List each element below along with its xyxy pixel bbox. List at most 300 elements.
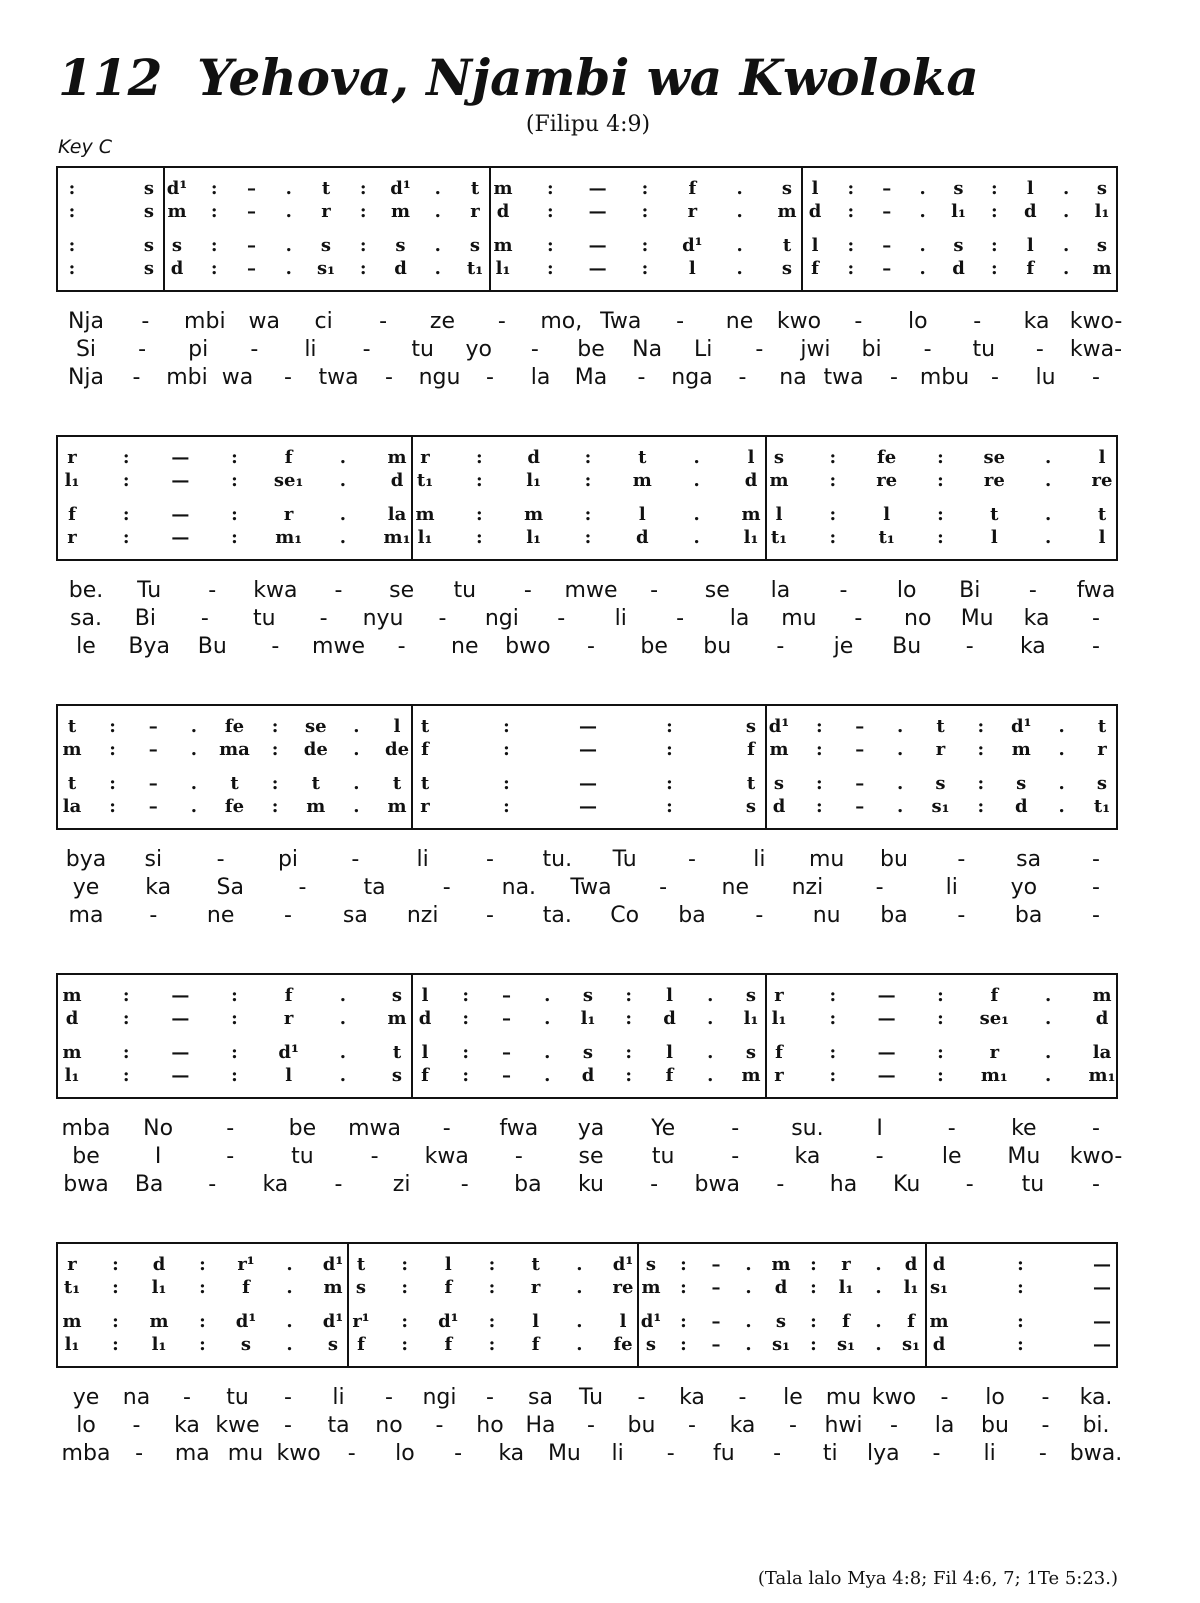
solfa-token: : — [199, 1254, 206, 1275]
lyric-syllable: - — [226, 1116, 235, 1141]
lyric-syllable: li — [304, 337, 317, 362]
solfa-token: r — [1097, 739, 1107, 760]
lyric-syllable: - — [530, 337, 539, 362]
lyric-syllable: - — [351, 847, 360, 872]
solfa-token: de — [384, 739, 410, 760]
lyric-syllable: mwa — [348, 1116, 402, 1141]
solfa-token: s — [469, 235, 481, 256]
solfa-token: : — [476, 527, 483, 548]
lyric-syllable: se — [704, 578, 730, 603]
lyric-syllable: ka — [262, 1172, 289, 1197]
footer-references: (Tala lalo Mya 4:8; Fil 4:6, 7; 1Te 5:23.) — [757, 1568, 1118, 1589]
lyric-syllable: tu — [651, 1144, 675, 1169]
solfa-token: se₁ — [273, 470, 304, 491]
solfa-token: . — [875, 1311, 882, 1332]
solfa-token: . — [434, 235, 441, 256]
solfa-token: d — [772, 796, 786, 817]
solfa-token: : — [199, 1277, 206, 1298]
lyric-syllable: yo — [465, 337, 493, 362]
lyric-syllable: - — [839, 578, 848, 603]
lyric-syllable: bu — [627, 1413, 656, 1438]
solfa-token: : — [1017, 1254, 1024, 1275]
solfa-token: d¹ — [682, 235, 703, 256]
lyric-syllable: le — [783, 1385, 803, 1410]
lyric-syllable: ngi — [422, 1385, 457, 1410]
lyric-syllable: li — [416, 847, 429, 872]
solfa-token: . — [919, 201, 926, 222]
solfa-token: . — [1045, 527, 1052, 548]
lyric-syllable: - — [789, 1413, 797, 1438]
lyric-syllable: - — [497, 309, 506, 334]
solfa-token: : — [231, 1042, 238, 1063]
lyric-syllable: bi. — [1082, 1413, 1110, 1438]
solfa-token: : — [937, 504, 944, 525]
solfa-token: l — [990, 527, 998, 548]
lyric-syllable: tu. — [542, 847, 573, 872]
solfa-token: f — [842, 1311, 850, 1332]
lyric-syllable: - — [738, 1385, 747, 1410]
solfa-token: . — [896, 796, 904, 817]
solfa-token: d — [932, 1254, 946, 1275]
solfa-token: . — [745, 1311, 752, 1332]
lyric-syllable: hwi — [824, 1413, 863, 1438]
lyric-syllable: be. — [68, 578, 104, 603]
solfa-token: – — [882, 235, 892, 256]
solfa-token: : — [584, 447, 592, 468]
solfa-token: : — [977, 796, 985, 817]
lyric-syllable: la — [770, 578, 791, 603]
lyric-syllable: ta. — [542, 903, 572, 928]
solfa-token: . — [339, 1008, 346, 1029]
solfa-token: : — [359, 258, 367, 279]
solfa-token: t — [1097, 716, 1107, 737]
lyric-syllable: Nja — [67, 365, 105, 390]
lyric-syllable: Nja — [67, 309, 105, 334]
solfa-token: . — [544, 1065, 551, 1086]
solfa-token: l — [883, 504, 891, 525]
lyric-syllable: ka — [729, 1413, 756, 1438]
solfa-token: : — [625, 1008, 633, 1029]
solfa-token: r — [420, 447, 430, 468]
lyric-syllable: Mu — [960, 606, 994, 631]
solfa-token: : — [210, 258, 218, 279]
solfa-token: f — [421, 1065, 429, 1086]
solfa-token: r — [283, 1008, 294, 1029]
lyric-syllable: bu — [703, 634, 732, 659]
solfa-token: d — [1014, 796, 1028, 817]
lyric-syllable: tu — [411, 337, 434, 362]
lyric-syllable: no — [375, 1413, 403, 1438]
lyric-syllable: - — [141, 309, 150, 334]
solfa-token: r — [67, 1254, 77, 1275]
lyric-syllable: Ha — [525, 1413, 556, 1438]
lyric-syllable: - — [688, 1413, 696, 1438]
solfa-token: — — [171, 470, 190, 491]
solfa-token: — — [1093, 1334, 1111, 1355]
lyric-syllable: - — [385, 365, 393, 390]
solfa-token: : — [112, 1311, 119, 1332]
bar-line — [765, 437, 767, 559]
solfa-token: f — [990, 985, 999, 1006]
solfa-token: : — [547, 258, 554, 279]
lyric-syllable: ta — [363, 875, 386, 900]
solfa-token: s — [327, 1334, 339, 1355]
solfa-token: : — [109, 773, 116, 794]
lyric-syllable: - — [731, 1116, 740, 1141]
lyric-syllable: - — [637, 365, 646, 390]
lyric-syllable: ba — [514, 1172, 542, 1197]
solfa-token: . — [736, 235, 743, 256]
solfa-token: s — [355, 1277, 367, 1298]
lyric-syllable: ka — [498, 1441, 525, 1466]
solfa-token: . — [1058, 773, 1065, 794]
solfa-token: : — [847, 201, 855, 222]
solfa-token: : — [977, 739, 985, 760]
solfa-token: : — [547, 201, 554, 222]
stanza-system — [56, 435, 1118, 560]
solfa-token: r — [687, 201, 698, 222]
solfa-token: f — [747, 739, 755, 760]
solfa-token: . — [434, 258, 441, 279]
solfa-token: – — [882, 258, 892, 279]
lyric-syllable: - — [890, 365, 898, 390]
lyric-syllable: lo — [985, 1385, 1005, 1410]
lyric-syllable: se — [389, 578, 415, 603]
lyric-syllable: kwo — [871, 1385, 917, 1410]
solfa-token: — — [588, 235, 607, 256]
solfa-token: d¹ — [640, 1311, 662, 1332]
lyric-syllable: - — [890, 1413, 898, 1438]
solfa-token: m — [62, 1042, 82, 1063]
solfa-token: d — [152, 1254, 166, 1275]
scripture-reference: (Filipu 4:9) — [525, 112, 651, 137]
lyric-syllable: - — [347, 1441, 356, 1466]
solfa-token: s — [773, 447, 785, 468]
notation-box — [56, 973, 1118, 1099]
solfa-token: . — [896, 773, 904, 794]
solfa-token: l — [775, 504, 783, 525]
solfa-token: — — [588, 178, 607, 199]
solfa-token: – — [148, 739, 158, 760]
solfa-token: f — [357, 1334, 365, 1355]
solfa-token: m — [929, 1311, 949, 1332]
lyric-syllable: ku — [577, 1172, 605, 1197]
lyric-syllable: Ma — [574, 365, 608, 390]
solfa-token: f — [688, 178, 697, 199]
bar-line — [411, 975, 413, 1097]
solfa-token: . — [339, 504, 346, 525]
solfa-token: d — [1023, 201, 1037, 222]
solfa-token: : — [625, 985, 633, 1006]
lyric-syllable: no — [904, 606, 932, 631]
solfa-token: — — [579, 716, 597, 737]
solfa-token: d¹ — [235, 1311, 257, 1332]
solfa-token: fe — [613, 1334, 633, 1355]
lyric-syllable: - — [1041, 1413, 1050, 1438]
lyric-syllable: li — [611, 1441, 624, 1466]
solfa-token: : — [68, 235, 76, 256]
lyric-syllable: - — [379, 309, 388, 334]
bar-line — [765, 706, 767, 828]
lyric-syllable: ma — [68, 903, 104, 928]
solfa-token: . — [190, 716, 198, 737]
lyric-syllable: - — [947, 1116, 956, 1141]
solfa-token: l₁ — [64, 1065, 80, 1086]
lyric-syllable: - — [1092, 634, 1100, 659]
lyric-syllable: ka — [1019, 634, 1046, 659]
solfa-token: : — [625, 1065, 633, 1086]
solfa-token: s — [240, 1334, 252, 1355]
solfa-token: — — [171, 1008, 190, 1029]
solfa-token: m — [62, 1311, 82, 1332]
solfa-token: : — [625, 1042, 633, 1063]
lyric-syllable: - — [362, 337, 371, 362]
solfa-token: m — [306, 796, 326, 817]
lyric-syllable: fwa — [1076, 578, 1116, 603]
lyric-syllable: Li — [694, 337, 713, 362]
lyric-syllable: tu — [972, 337, 996, 362]
solfa-token: . — [339, 527, 346, 548]
solfa-token: f — [284, 447, 293, 468]
lyric-syllable: bwo — [505, 634, 551, 659]
bar-line — [411, 706, 413, 828]
solfa-token: l₁ — [771, 1008, 787, 1029]
lyric-syllable: Bi — [134, 606, 157, 631]
solfa-token: : — [231, 985, 238, 1006]
solfa-token: : — [829, 985, 837, 1006]
lyric-syllable: - — [135, 1441, 144, 1466]
solfa-token: : — [488, 1277, 496, 1298]
lyric-syllable: - — [923, 337, 932, 362]
solfa-token: l₁ — [526, 470, 542, 491]
solfa-token: : — [991, 235, 998, 256]
solfa-token: s₁ — [316, 258, 336, 279]
solfa-token: l₁ — [1094, 201, 1110, 222]
solfa-token: t — [230, 773, 239, 794]
lyric-syllable: ba — [678, 903, 706, 928]
solfa-token: : — [359, 235, 367, 256]
lyric-syllable: - — [486, 903, 494, 928]
solfa-token: — — [588, 258, 607, 279]
lyric-syllable: Bu — [197, 634, 227, 659]
solfa-token: l — [1026, 235, 1034, 256]
lyric-syllable: sa — [1016, 847, 1042, 872]
lyric-syllable: ci — [314, 309, 333, 334]
solfa-token: s — [773, 773, 785, 794]
solfa-token: : — [584, 504, 592, 525]
notation-box — [56, 704, 1118, 830]
lyric-syllable: Sa — [216, 875, 245, 900]
solfa-token: : — [231, 470, 238, 491]
lyric-syllable: - — [1038, 1441, 1047, 1466]
solfa-token: : — [584, 527, 592, 548]
solfa-token: . — [353, 796, 360, 817]
lyric-syllable: si — [144, 847, 163, 872]
solfa-token: t — [638, 447, 647, 468]
lyric-syllable: - — [738, 365, 747, 390]
solfa-token: : — [199, 1334, 206, 1355]
lyric-syllable: be — [288, 1116, 317, 1141]
solfa-token: : — [68, 258, 76, 279]
notation-box — [56, 1242, 1118, 1368]
solfa-token: : — [816, 739, 823, 760]
lyric-syllable: tu — [291, 1144, 314, 1169]
solfa-token: : — [816, 773, 823, 794]
solfa-token: f — [531, 1334, 540, 1355]
lyric-syllable: - — [875, 875, 884, 900]
solfa-token: . — [434, 201, 441, 222]
solfa-token: f — [1026, 258, 1035, 279]
solfa-token: d — [418, 1008, 432, 1029]
solfa-token: r — [774, 985, 784, 1006]
solfa-token: : — [271, 796, 279, 817]
solfa-token: : — [359, 201, 367, 222]
solfa-token: f — [242, 1277, 250, 1298]
lyric-syllable: - — [666, 1441, 675, 1466]
lyric-syllable: ka — [1023, 606, 1050, 631]
lyric-syllable: - — [1092, 847, 1100, 872]
lyric-syllable: - — [957, 847, 966, 872]
lyric-syllable: je — [833, 634, 854, 659]
lyric-syllable: - — [1035, 337, 1044, 362]
lyric-syllable: la — [934, 1413, 955, 1438]
solfa-token: d — [932, 1334, 946, 1355]
lyric-syllable: bu — [981, 1413, 1009, 1438]
solfa-token: — — [1093, 1254, 1111, 1275]
solfa-token: . — [736, 201, 743, 222]
lyric-syllable: kwo- — [1069, 1144, 1123, 1169]
solfa-token: r — [530, 1277, 541, 1298]
solfa-token: d — [394, 258, 407, 279]
solfa-token: t — [392, 773, 402, 794]
solfa-token: : — [109, 796, 116, 817]
solfa-token: re — [983, 470, 1005, 491]
solfa-token: s — [1096, 235, 1108, 256]
solfa-token: m — [769, 739, 789, 760]
solfa-token: f — [284, 985, 293, 1006]
solfa-token: . — [1045, 1008, 1052, 1029]
lyric-syllable: pi — [188, 337, 209, 362]
solfa-token: : — [462, 1065, 470, 1086]
solfa-token: m — [167, 201, 187, 222]
lyric-syllable: Tu — [578, 1385, 604, 1410]
lyric-syllable: - — [435, 1413, 444, 1438]
lyric-syllable: - — [460, 1172, 469, 1197]
lyric-syllable: kwo — [776, 309, 822, 334]
solfa-token: s — [935, 773, 946, 794]
solfa-token: . — [576, 1277, 583, 1298]
solfa-token: d — [663, 1008, 676, 1029]
hymn-number: 112 — [58, 48, 163, 107]
solfa-token: . — [1045, 1042, 1052, 1063]
solfa-token: m₁ — [1088, 1065, 1116, 1086]
solfa-token: d — [65, 1008, 79, 1029]
solfa-token: t — [782, 235, 792, 256]
lyric-syllable: - — [523, 578, 532, 603]
lyric-syllable: - — [442, 1116, 451, 1141]
solfa-token: t — [936, 716, 945, 737]
solfa-token: m — [641, 1277, 661, 1298]
solfa-token: : — [488, 1334, 496, 1355]
solfa-token: — — [171, 447, 190, 468]
solfa-token: d¹ — [768, 716, 790, 737]
lyric-syllable: - — [650, 578, 659, 603]
lyric-syllable: Twa — [600, 309, 642, 334]
solfa-token: . — [544, 1008, 551, 1029]
solfa-token: . — [190, 739, 198, 760]
lyric-syllable: Ba — [134, 1172, 164, 1197]
lyric-syllable: fu — [713, 1441, 735, 1466]
solfa-token: t — [470, 178, 480, 199]
lyric-syllable: - — [1092, 1116, 1100, 1141]
solfa-token: d¹ — [438, 1311, 459, 1332]
lyric-syllable: Bya — [128, 634, 170, 659]
solfa-token: – — [882, 201, 892, 222]
lyric-syllable: - — [208, 1172, 217, 1197]
solfa-token: m — [632, 470, 652, 491]
solfa-token: m — [741, 1065, 761, 1086]
solfa-token: . — [693, 527, 700, 548]
solfa-token: re — [876, 470, 898, 491]
solfa-token: ma — [219, 739, 250, 760]
solfa-token: : — [503, 716, 510, 737]
solfa-token: s — [391, 1065, 403, 1086]
solfa-token: . — [1045, 1065, 1052, 1086]
lyric-syllable: - — [284, 903, 292, 928]
solfa-token: l — [421, 1042, 429, 1063]
solfa-token: m — [493, 178, 513, 199]
solfa-token: – — [148, 773, 158, 794]
solfa-token: . — [707, 985, 714, 1006]
solfa-token: : — [937, 470, 944, 491]
lyric-syllable: Si — [75, 337, 97, 362]
lyric-syllable: Mu — [1007, 1144, 1041, 1169]
solfa-token: — — [171, 1042, 190, 1063]
solfa-token: : — [829, 1008, 837, 1029]
lyric-syllable: - — [208, 578, 217, 603]
solfa-token: : — [401, 1254, 408, 1275]
solfa-token: s₁ — [931, 796, 950, 817]
solfa-token: d — [170, 258, 184, 279]
lyric-syllable: - — [284, 365, 292, 390]
solfa-token: : — [503, 773, 510, 794]
solfa-token: d — [1095, 1008, 1109, 1029]
solfa-token: : — [109, 739, 116, 760]
solfa-token: m₁ — [383, 527, 411, 548]
lyric-syllable: - — [438, 606, 447, 631]
solfa-token: s — [171, 235, 183, 256]
solfa-token: — — [171, 985, 190, 1006]
lyric-syllable: mu — [227, 1441, 264, 1466]
solfa-token: . — [339, 1065, 346, 1086]
lyric-syllable: nyu — [362, 606, 404, 631]
solfa-token: . — [286, 1311, 293, 1332]
lyric-syllable: ba — [880, 903, 908, 928]
solfa-token: : — [122, 447, 130, 468]
lyric-syllable: Bu — [892, 634, 922, 659]
solfa-token: f — [907, 1311, 915, 1332]
solfa-token: t — [392, 1042, 402, 1063]
solfa-token: – — [855, 773, 865, 794]
lyric-syllable: - — [854, 606, 863, 631]
solfa-token: . — [190, 796, 198, 817]
solfa-token: s — [582, 1042, 594, 1063]
solfa-token: . — [736, 258, 743, 279]
solfa-token: : — [937, 1008, 944, 1029]
solfa-token: d — [774, 1277, 788, 1298]
lyric-syllable: twa — [318, 365, 359, 390]
bar-line — [347, 1244, 349, 1366]
